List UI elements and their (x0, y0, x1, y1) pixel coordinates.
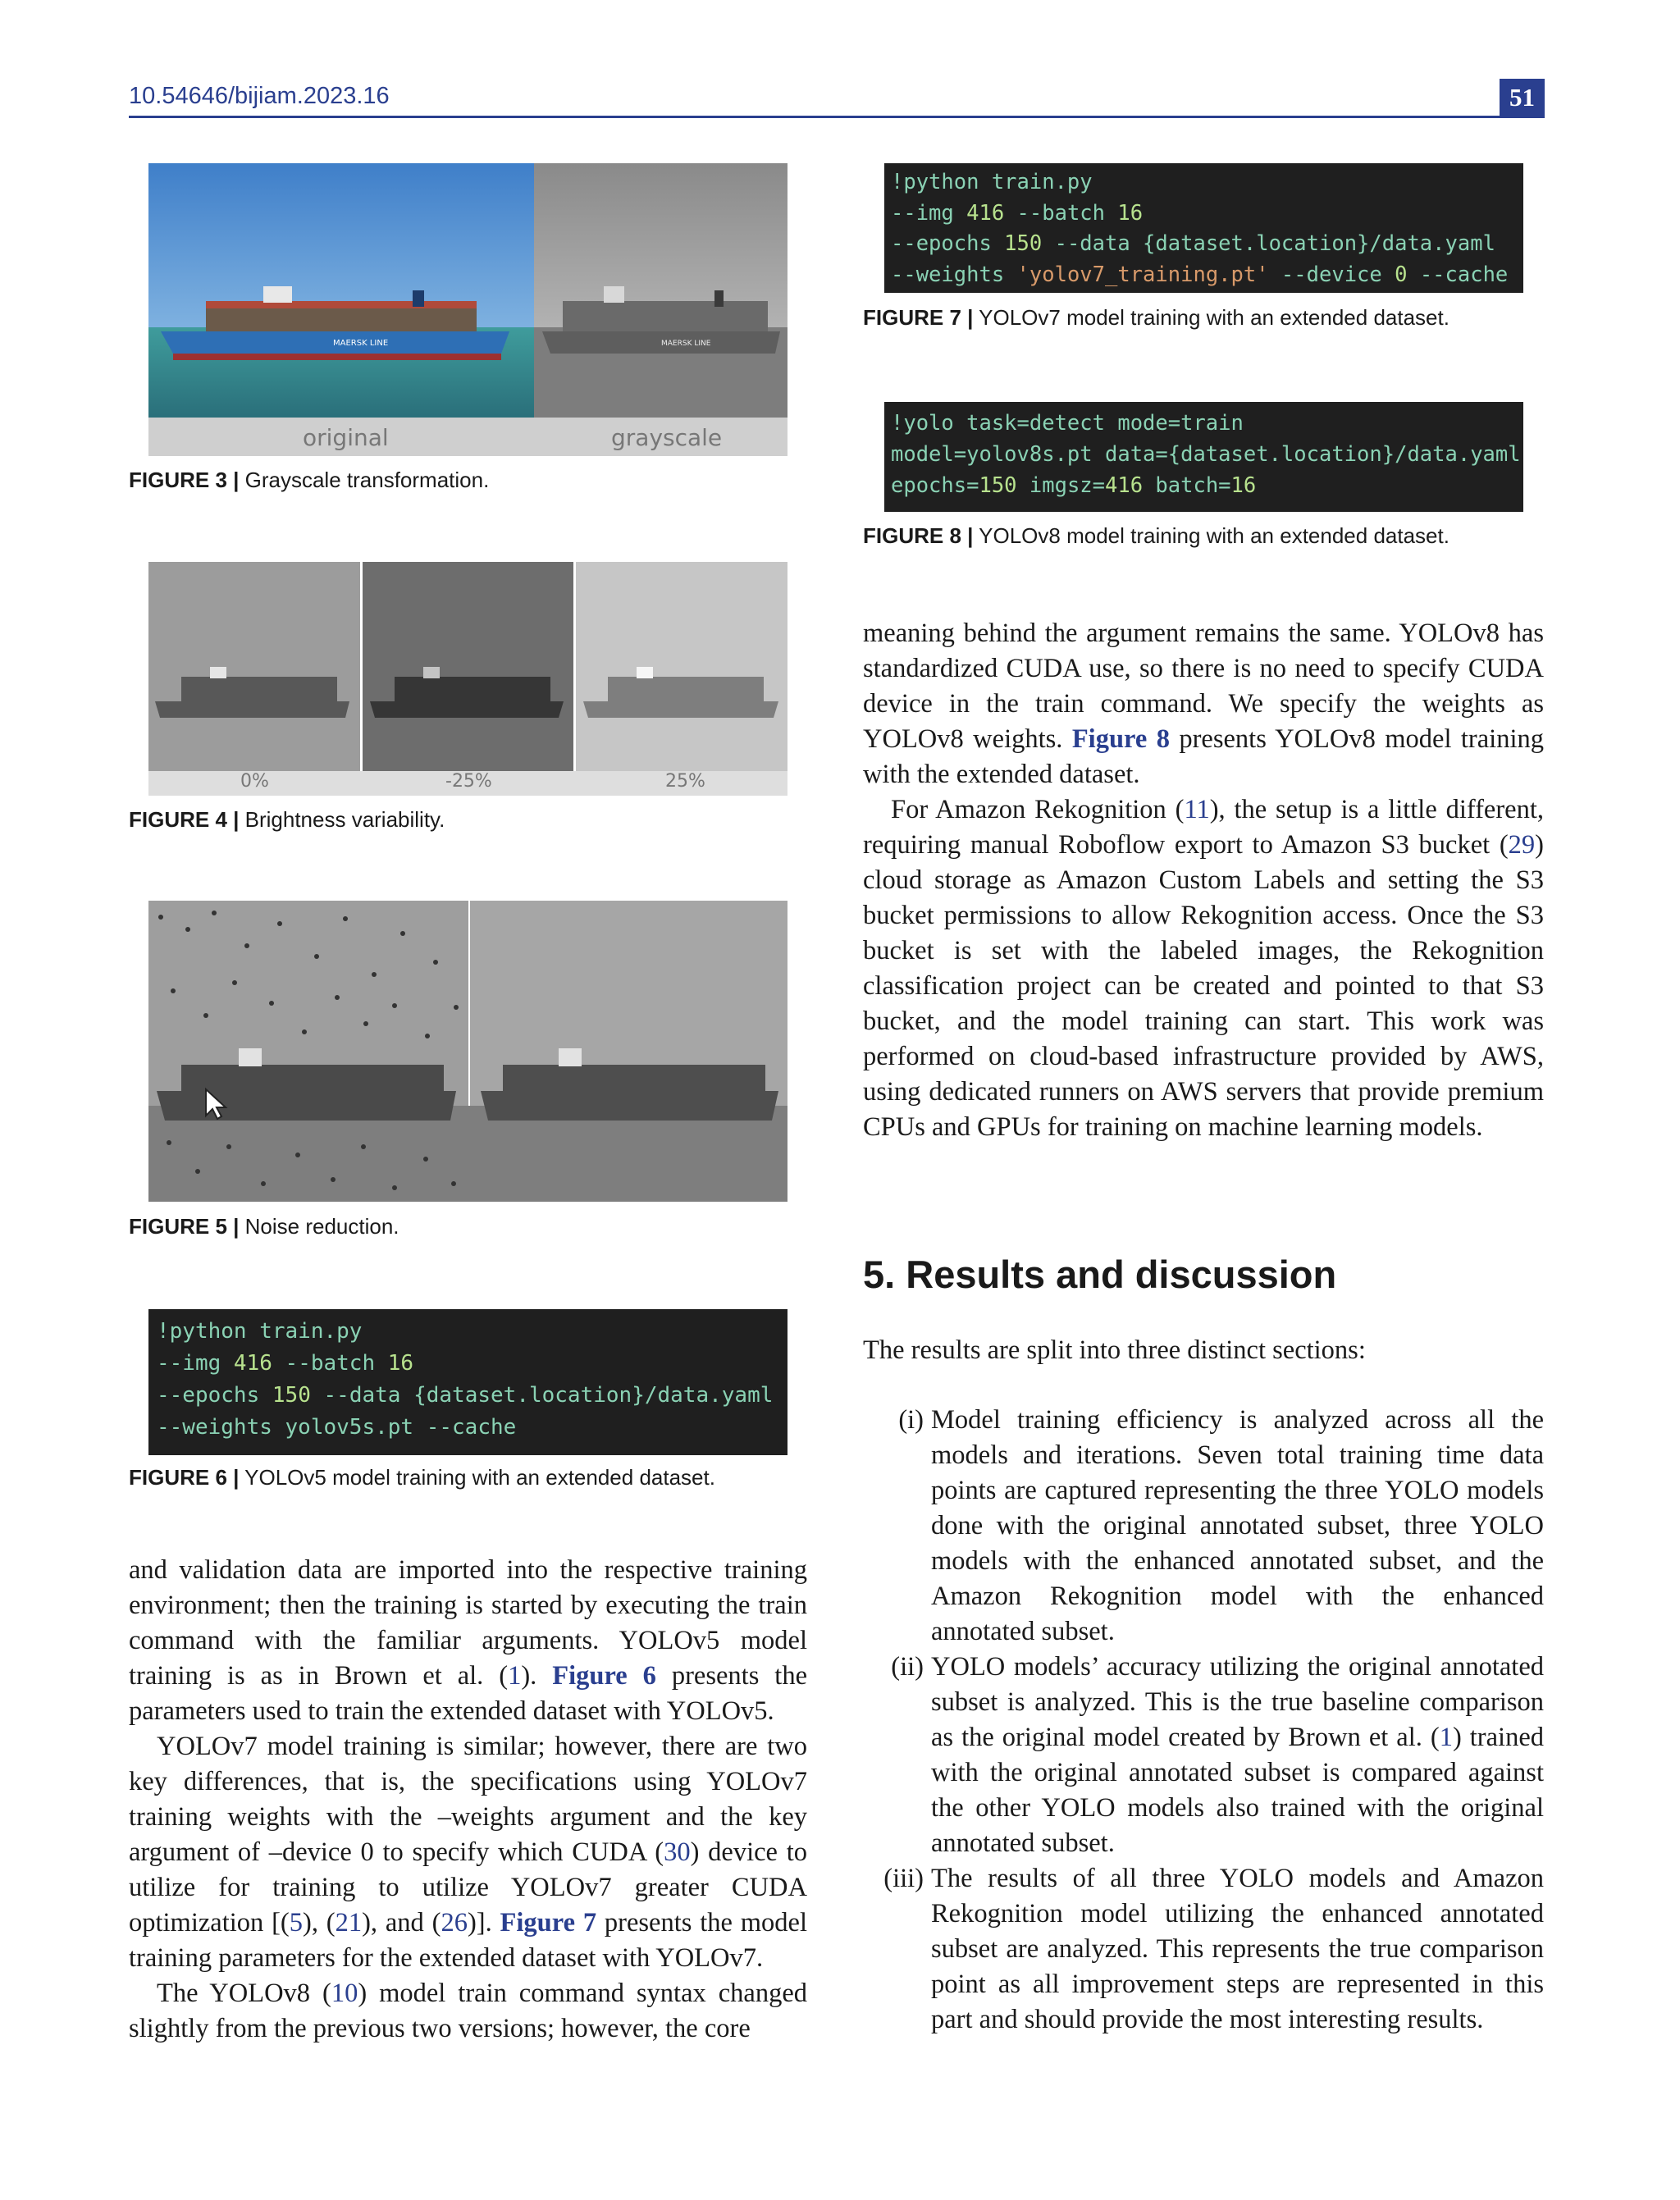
list-text: The results of all three YOLO models and Amazon Rekognition model utilizing the enhanced annotated subset are analyzed. This represents the true comparison point as all improvement steps are represented in this part and should provide the most interesting results. (931, 1864, 1544, 2034)
left-column-text (129, 1553, 807, 2047)
list-number: (i) (898, 1405, 924, 1435)
hull-text: MAERSK LINE (333, 339, 389, 348)
figure-5-caption: FIGURE 5 | Noise reduction. (129, 1214, 399, 1239)
figure-8-link[interactable]: Figure 8 (1071, 724, 1170, 754)
code-line: !yolo task=detect mode=train (891, 411, 1244, 436)
figure-7-caption: FIGURE 7 | YOLOv7 model training with an extended dataset. (863, 305, 1449, 330)
code-line: !python train.py (157, 1319, 363, 1344)
figure-4-caption: FIGURE 4 | Brightness variability. (129, 807, 445, 832)
figure-6-code (148, 1309, 788, 1455)
list-text: Model training efficiency is analyzed across all the models and iterations. Seven total training time data points are captured representing the three YOLO models done with the original annotated subset, three YOLO models with the enhanced annotated subset, and the Amazon Rekognition model with the enhanced annotated subset. (931, 1405, 1544, 1646)
figure-4-image (148, 562, 788, 796)
figure-7-link[interactable]: Figure 7 (500, 1908, 597, 1938)
code-line: --img 416 --batch 16 (157, 1351, 414, 1376)
paragraph: meaning behind the argument remains the same. YOLOv8 has standardized CUDA use, so there is no need to specify CUDA device in the train command. We specify the weights as YOLOv8 weights. Figure 8 presents YOLOv8 model training with the extended dataset. (863, 618, 1544, 789)
figure-8-code (884, 402, 1523, 512)
list-item (863, 1861, 1544, 2073)
figure-6-link[interactable]: Figure 6 (552, 1661, 656, 1691)
figure-5-image (148, 901, 788, 1202)
figure-7-code (884, 163, 1523, 293)
section-intro: The results are split into three distinct sections: (863, 1335, 1366, 1365)
code-line: --weights yolov5s.pt --cache (157, 1415, 517, 1440)
figure-6-caption: FIGURE 6 | YOLOv5 model training with an extended dataset. (129, 1465, 715, 1490)
page-number: 51 (1500, 79, 1545, 116)
code-line: model=yolov8s.pt data={dataset.location}/data.yaml (891, 442, 1521, 467)
figure-3-image (148, 163, 788, 456)
paragraph: The YOLOv8 (10) model train command syntax changed slightly from the previous two versions; however, the core (129, 1979, 807, 2043)
label-grayscale: grayscale (611, 424, 723, 451)
list-item (863, 1403, 1544, 1650)
figure-3-caption: FIGURE 3 | Grayscale transformation. (129, 468, 490, 492)
list-number: (ii) (891, 1652, 924, 1682)
label-plus-25: 25% (665, 771, 705, 792)
paragraph: and validation data are imported into the respective training environment; then the training is started by executing the train command with the familiar arguments. YOLOv5 model training is as in Brown et al. (1). Figure 6 presents the parameters used to train the extended dataset with YOLOv5. (129, 1555, 808, 1726)
list-number: (iii) (883, 1864, 924, 1893)
code-line: !python train.py (891, 170, 1093, 194)
paragraph: YOLOv7 model training is similar; however, there are two key differences, that is, the specifications using YOLOv7 training weights with the –weights argument and the key argument of –device 0 to specify which CUDA (30) device to utilize for training to utilize YOLOv7 greater CUDA optimization [(5), (21), and (26)]. Figure 7 presents the model training parameters for the extended dataset with YOLOv7. (129, 1732, 807, 1973)
code-line: --epochs 150 --data {dataset.location}/data.yaml (157, 1383, 774, 1408)
right-column-text (863, 616, 1544, 1145)
doi: 10.54646/bijiam.2023.16 (129, 83, 390, 109)
hull-text: MAERSK LINE (661, 340, 711, 348)
section-heading: 5. Results and discussion (863, 1253, 1337, 1296)
code-line: --img 416 --batch 16 (891, 200, 1144, 226)
header-rule (129, 116, 1545, 118)
label-minus-25: -25% (445, 771, 492, 792)
list-text: YOLO models’ accuracy utilizing the original annotated subset is analyzed. This is the true baseline comparison as the original model created by Brown et al. (1) trained with the original annotated subset is compared against the other YOLO models also trained with the original annotated subset. (931, 1652, 1544, 1858)
figure-8-caption: FIGURE 8 | YOLOv8 model training with an extended dataset. (863, 523, 1449, 548)
code-line: epochs=150 imgsz=416 batch=16 (891, 473, 1257, 498)
code-line: --epochs 150 --data {dataset.location}/data.yaml (891, 231, 1495, 256)
label-0: 0% (240, 771, 269, 792)
code-line: --weights 'yolov7_training.pt' --device 0 --cache (891, 262, 1509, 287)
brightness-ship-illustration (148, 562, 788, 796)
paragraph: For Amazon Rekognition (11), the setup is a little different, requiring manual Roboflow export to Amazon S3 bucket (29) cloud storage as Amazon Custom Labels and setting the S3 bucket permissions to allow Rekognition access. Once the S3 bucket is set with the labeled images, the Rekognition classification project can be created and pointed to that S3 bucket, and the model training can start. This work was performed on cloud-based infrastructure provided by AWS, using dedicated runners on AWS servers that provide premium CPUs and GPUs for training on machine learning models. (863, 795, 1544, 1142)
list-item (863, 1650, 1544, 1861)
grayscale-ship-illustration (148, 163, 788, 456)
noise-ship-illustration (148, 901, 788, 1202)
label-original: original (303, 424, 389, 451)
